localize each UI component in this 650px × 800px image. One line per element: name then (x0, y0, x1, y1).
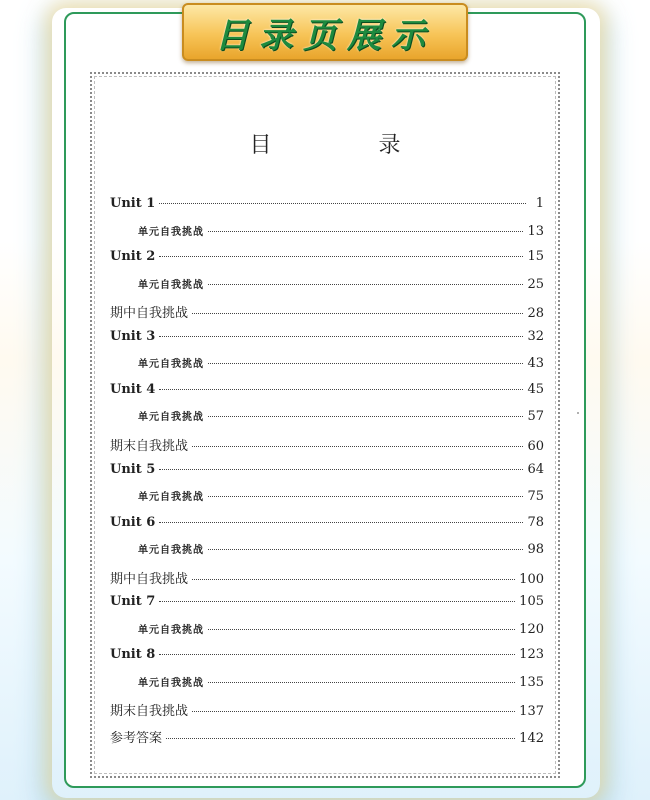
toc-entry-page: 13 (527, 223, 544, 239)
toc-entry-page: 15 (527, 249, 544, 265)
toc-entry-page: 98 (527, 542, 544, 558)
toc-entry (110, 727, 544, 747)
toc-entry-label: Unit 1 (110, 196, 156, 211)
toc-entry-label: Unit 8 (110, 647, 156, 663)
toc-entry-page: 120 (519, 621, 544, 637)
toc-entry-page: 1 (535, 196, 544, 211)
toc-entry-label: Unit 3 (110, 328, 156, 344)
toc-entry-page: 45 (527, 381, 544, 397)
toc-leader-dots (159, 335, 523, 337)
toc-entry-label: Unit 4 (110, 381, 156, 397)
toc-entry-page: 60 (527, 438, 544, 454)
toc-leader-dots (192, 578, 515, 580)
toc-entry-label: Unit 6 (110, 514, 156, 530)
toc-entry-label: 单元自我挑战 (138, 412, 204, 424)
toc-leader-dots (208, 283, 523, 285)
toc-entry-label: 单元自我挑战 (138, 226, 204, 238)
toc-entry-page: 142 (519, 731, 544, 746)
toc-entry (138, 408, 544, 428)
toc-leader-dots (208, 230, 523, 232)
toc-entry (110, 302, 544, 322)
toc-leader-dots (208, 415, 523, 417)
toc-entry-label: 单元自我挑战 (138, 624, 204, 636)
toc-entry-page: 64 (527, 461, 544, 477)
toc-entry-page: 25 (527, 276, 544, 292)
toc-entry-page: 137 (519, 704, 544, 720)
toc-leader-dots (208, 628, 515, 630)
toc-entry (110, 594, 544, 614)
toc-entry-page: 100 (519, 571, 544, 587)
toc-entry-page: 57 (527, 409, 544, 425)
toc-leader-dots (159, 255, 523, 257)
toc-entry (110, 249, 544, 269)
toc-entry-label: Unit 2 (110, 249, 156, 265)
toc-entry (110, 647, 544, 667)
toc-leader-dots (192, 710, 515, 712)
toc-entry-page: 123 (519, 647, 544, 663)
toc-entry-label: 期末自我挑战 (110, 438, 189, 454)
toc-entry-label: 单元自我挑战 (138, 359, 204, 371)
toc-entry (110, 329, 544, 349)
toc-entry (110, 382, 544, 402)
toc-entry (110, 462, 544, 482)
toc-entry (138, 541, 544, 561)
toc-leader-dots (208, 681, 515, 683)
toc-entry (138, 355, 544, 375)
toc-entry-label: 参考答案 (110, 731, 163, 746)
toc-entry-page: 75 (527, 489, 544, 505)
toc-leader-dots (159, 468, 523, 470)
toc-leader-dots (159, 653, 515, 655)
toc-entry (110, 515, 544, 535)
toc-entry (138, 621, 544, 641)
toc-entry (110, 568, 544, 588)
toc-entry (138, 488, 544, 508)
toc-heading: 目 录 (249, 133, 451, 158)
margin-mark (577, 412, 579, 414)
toc-entry (138, 223, 544, 243)
toc-entry-label: 期中自我挑战 (110, 306, 189, 322)
toc-entry-label: 单元自我挑战 (138, 492, 204, 504)
toc-entry (110, 435, 544, 455)
toc-leader-dots (159, 521, 523, 523)
toc-leader-dots (208, 362, 523, 364)
toc-entry-page: 32 (527, 328, 544, 344)
toc-entry-label: 单元自我挑战 (138, 677, 204, 689)
toc-leader-dots (159, 600, 515, 602)
toc-leader-dots (166, 737, 515, 739)
toc-entry-label: 期中自我挑战 (110, 571, 189, 587)
toc-leader-dots (192, 312, 523, 314)
toc-entry (138, 674, 544, 694)
toc-entry-page: 135 (519, 674, 544, 690)
title-banner (182, 3, 468, 61)
toc-entry (110, 196, 544, 216)
toc-entry-label: Unit 7 (110, 594, 156, 610)
toc-leader-dots (208, 495, 523, 497)
toc-leader-dots (159, 388, 523, 390)
toc-entry-page: 28 (527, 306, 544, 322)
toc-entry (110, 700, 544, 720)
toc-entry-label: 单元自我挑战 (138, 279, 204, 291)
toc-entry-page: 43 (527, 356, 544, 372)
toc-entry (138, 276, 544, 296)
toc-entry-label: 期末自我挑战 (110, 704, 189, 720)
toc-leader-dots (159, 202, 526, 204)
toc-leader-dots (208, 548, 523, 550)
toc-entry-page: 105 (519, 594, 544, 610)
toc-entry-label: Unit 5 (110, 461, 156, 477)
toc-leader-dots (192, 445, 523, 447)
toc-entry-label: 单元自我挑战 (138, 545, 204, 557)
banner-title: 目录页展示 (215, 15, 435, 56)
toc-entry-page: 78 (527, 514, 544, 530)
